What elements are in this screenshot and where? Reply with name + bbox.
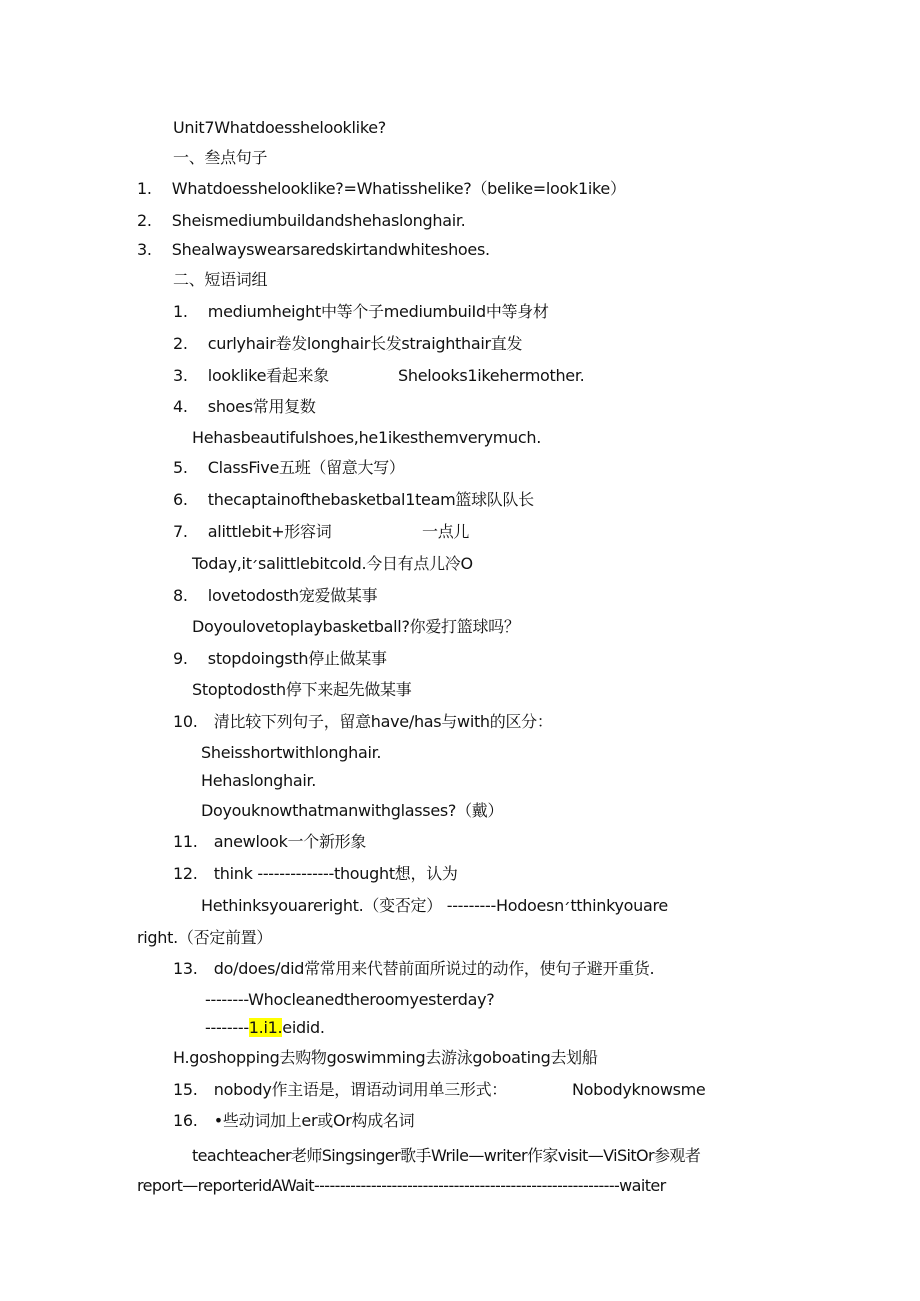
phrase-example: teachteacher老师Singsinger歌手Wrile—writer作家visit—ViSitOr参观者 [192, 1146, 701, 1165]
item-number: 11. [173, 832, 198, 851]
item-text: do∕does∕did常常用来代替前面所说过的动作，使句子避开重货. [213, 959, 655, 978]
item-text: looklike看起来象 [207, 366, 329, 385]
item-text: thecaptainofthebasketbal1team篮球队队长 [207, 490, 534, 509]
item-text: Whatdoesshelooklike?=Whatisshelike?（belike=look1ike） [171, 179, 626, 198]
item-text: think --------------thought想，认为 [213, 864, 458, 883]
section-heading-key-sentences: 一、叁点句子 [173, 148, 268, 167]
dialog-question: --------Whocleanedtheroomyesterday? [205, 990, 495, 1009]
item-text: anewlook一个新形象 [213, 832, 367, 851]
phrase-item [173, 365, 329, 387]
phrase-example: Hehaslonghair. [201, 771, 317, 790]
phrase-example: Hehasbeautifulshoes,he1ikesthemverymuch. [192, 428, 542, 447]
item-number: 4. [173, 397, 188, 416]
item-number: 1. [173, 302, 188, 321]
item-number: 9. [173, 649, 188, 668]
item-number: 2. [137, 211, 152, 230]
phrase-example: Shelooks1ikehermother. [398, 366, 585, 385]
phrase-item [173, 301, 549, 323]
item-number: 7. [173, 522, 188, 541]
item-text: alittlebit+形容词 [207, 522, 332, 541]
item-text: nobody作主语是，谓语动词用单三形式： [213, 1080, 507, 1099]
phrase-example: Today,it׳salittlebitcold.今日有点儿冷O [192, 554, 473, 573]
phrase-example-continuation: right.（否定前置） [137, 928, 273, 947]
phrase-item [173, 585, 377, 607]
phrase-item [173, 711, 553, 733]
phrase-item [173, 457, 405, 479]
item-number: 16. [173, 1111, 198, 1130]
item-number: 6. [173, 490, 188, 509]
phrase-item [173, 521, 331, 543]
phrase-item [173, 863, 458, 885]
phrase-example: Nobodyknowsme [572, 1080, 706, 1099]
item-number: 2. [173, 334, 188, 353]
dialog-answer-text: eidid. [282, 1018, 325, 1037]
item-text: Sheismediumbuildandshehaslonghair. [171, 211, 466, 230]
phrase-item [173, 396, 316, 418]
sentence-item [137, 239, 490, 261]
item-text: lovetodosth宠爱做某事 [207, 586, 378, 605]
phrase-example: Hethinksyouareright.（变否定） ---------Hodoesn׳tthinkyouare [201, 896, 668, 915]
item-number: 10. [173, 712, 198, 731]
dialog-answer [205, 1017, 325, 1039]
item-number: 13. [173, 959, 198, 978]
phrase-item [173, 489, 534, 511]
sentence-item [137, 210, 465, 232]
item-number: 12. [173, 864, 198, 883]
phrase-example: Doyouknowthatmanwithglasses?（戴） [201, 801, 504, 820]
phrase-example: Doyoulovetoplaybasketball?你爱打篮球吗？ [192, 617, 520, 636]
phrase-example-continuation: report—reporteridAWait-----------------------------------------------------------waiter [137, 1176, 666, 1195]
phrase-item [173, 648, 387, 670]
item-text: mediumheight中等个子mediumbuiId中等身材 [207, 302, 549, 321]
phrase-item [173, 333, 522, 355]
phrase-item [173, 1110, 414, 1132]
phrase-example: Stoptodosth停下来起先做某事 [192, 680, 412, 699]
item-number: 8. [173, 586, 188, 605]
highlighted-text: 1.i1. [248, 1018, 283, 1037]
phrase-item [173, 958, 654, 980]
phrase-item: H.goshopping去购物goswimming去游泳goboating去划船 [173, 1048, 598, 1067]
item-text: 清比较下列句子，留意have/has与with的区分： [213, 712, 553, 731]
dialog-dash: -------- [205, 1018, 249, 1037]
sentence-item [137, 178, 626, 200]
item-number: 3. [173, 366, 188, 385]
phrase-meaning: 一点儿 [422, 522, 470, 541]
item-text: ClassFive五班（留意大写） [207, 458, 405, 477]
item-text: •些动词加上er或Or构成名词 [213, 1111, 415, 1130]
item-number: 1. [137, 179, 152, 198]
item-text: stopdoingsth停止做某事 [207, 649, 387, 668]
phrase-item [173, 831, 366, 853]
section-heading-phrases: 二、短语词组 [173, 270, 268, 289]
phrase-item [173, 1079, 507, 1101]
item-text: shoes常用复数 [207, 397, 316, 416]
item-number: 15. [173, 1080, 198, 1099]
item-number: 3. [137, 240, 152, 259]
item-text: Shealwayswearsaredskirtandwhiteshoes. [171, 240, 490, 259]
phrase-example: Sheisshortwithlonghair. [201, 743, 382, 762]
item-text: curlyhair卷发longhair长发straighthair直发 [207, 334, 523, 353]
item-number: 5. [173, 458, 188, 477]
document-title: Unit7Whatdoesshelooklike? [173, 118, 386, 137]
